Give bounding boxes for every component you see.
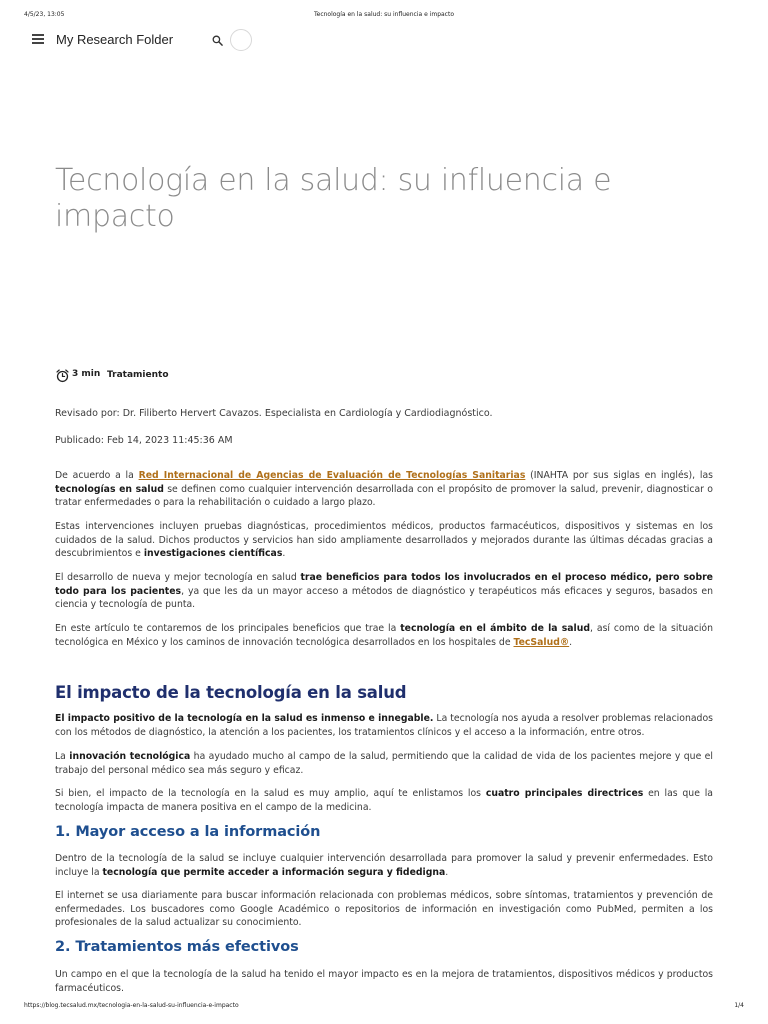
article-title: Tecnología en la salud: su influencia e impacto bbox=[55, 163, 612, 234]
paragraph-health-tech bbox=[55, 852, 713, 879]
category-tag[interactable]: Tratamiento bbox=[107, 370, 169, 380]
text: La bbox=[55, 751, 70, 762]
bold-text: cuatro principales directrices bbox=[485, 788, 644, 799]
text: ha ayudado mucho al campo de la salud, permitiendo que la calidad de vida de los pacientes mejore y que el trabajo del personal médico sea más seguro y eficaz. bbox=[55, 751, 713, 776]
text: , ya que les da un mayor acceso a métodos de diagnóstico y terapéuticos más eficaces y seguros, basados en ciencia y tecnología de punta. bbox=[55, 585, 713, 610]
paragraph-definition bbox=[55, 469, 713, 510]
read-time: 3 min bbox=[72, 369, 101, 379]
paragraph-innovation bbox=[55, 750, 713, 777]
bold-text: tecnología en el ámbito de la salud bbox=[400, 623, 591, 634]
paragraph-directives bbox=[55, 787, 713, 814]
published-date: Publicado: Feb 14, 2023 11:45:36 AM bbox=[55, 435, 233, 446]
print-date: 4/5/23, 13:05 bbox=[24, 11, 65, 18]
print-footer bbox=[24, 1002, 744, 1009]
paragraph-benefits bbox=[55, 571, 713, 612]
text: El desarrollo de nueva y mejor tecnología en salud bbox=[55, 572, 301, 583]
paragraph-interventions bbox=[55, 520, 713, 561]
text: . bbox=[569, 636, 573, 648]
bold-text: trae beneficios para todos los involucrados en el proceso médico, pero sobre todo para los pacientes bbox=[55, 572, 713, 597]
folder-title: My Research Folder bbox=[56, 32, 174, 47]
text: , así como de la situación tecnológica en México y los caminos de innovación tecnológica desarrollados en los hospitales de bbox=[55, 623, 713, 648]
text: La tecnología nos ayuda a resolver problemas relacionados con los métodos de diagnóstico, la atención a los pacientes, los tratamientos clínicos y el acceso a la información, entre otros. bbox=[55, 713, 713, 738]
search-icon[interactable] bbox=[212, 35, 223, 46]
text: Estas intervenciones incluyen pruebas diagnósticas, procedimientos médicos, productos farmacéuticos, dispositivos y sistemas en los cuidados de la salud. Dichos productos y servicios han sido ampliamente desarrollados y mejorados durante las últimas décadas gracias a descubrimientos e bbox=[55, 521, 713, 559]
subheading-information-access: 1. Mayor acceso a la información bbox=[55, 824, 321, 840]
loading-spinner bbox=[230, 29, 252, 51]
text: En este artículo te contaremos de los principales beneficios que trae la bbox=[55, 623, 401, 634]
bold-text: tecnologías en salud bbox=[55, 483, 164, 495]
print-header bbox=[24, 11, 744, 21]
paragraph-intro bbox=[55, 622, 713, 649]
bold-text: tecnología que permite acceder a información segura y fidedigna bbox=[102, 866, 446, 878]
paragraph-internet: El internet se usa diariamente para buscar información relacionada con problemas médicos, sobre síntomas, tratamientos y prevención de enfermedades. Los buscadores como Google Académico o repositorios de información en investigación como PubMed, permiten a los profesionales de la salud actualizar su conocimiento. bbox=[55, 890, 713, 928]
text: De acuerdo a la bbox=[55, 470, 139, 481]
bold-text: investigaciones científicas bbox=[143, 548, 283, 559]
page-number: 1/4 bbox=[734, 1002, 744, 1009]
subheading-treatments: 2. Tratamientos más efectivos bbox=[55, 939, 299, 955]
alarm-clock-icon bbox=[55, 368, 70, 383]
paragraph-impact bbox=[55, 712, 713, 739]
print-url: https://blog.tecsalud.mx/tecnologia-en-la-salud-su-influencia-e-impacto bbox=[24, 1002, 239, 1009]
text: en las que la tecnología impacta de manera positiva en el campo de la medicina. bbox=[55, 788, 713, 813]
text: . bbox=[282, 548, 286, 559]
menu-icon[interactable] bbox=[32, 34, 44, 44]
section-heading-impact: El impacto de la tecnología en la salud bbox=[55, 683, 407, 702]
print-document-title: Tecnología en la salud: su influencia e impacto bbox=[313, 11, 455, 18]
tecsalud-link[interactable]: TecSalud® bbox=[513, 636, 570, 648]
text: . bbox=[445, 866, 449, 878]
paragraph-treatments: Un campo en el que la tecnología de la salud ha tenido el mayor impacto es en la mejora de tratamientos, dispositivos médicos y productos farmacéuticos. bbox=[55, 969, 713, 994]
text: (INAHTA por sus siglas en inglés), las bbox=[525, 470, 713, 481]
text: Si bien, el impacto de la tecnología en la salud es muy amplio, aquí te enlistamos los bbox=[55, 788, 486, 799]
text: se definen como cualquier intervención desarrollada con el propósito de promover la salud, prevenir, diagnosticar o tratar enfermedades o para la rehabilitación o cuidado a largo plazo. bbox=[55, 483, 713, 508]
bold-text: innovación tecnológica bbox=[69, 751, 191, 762]
inahta-link[interactable]: Red Internacional de Agencias de Evaluación de Tecnologías Sanitarias bbox=[138, 470, 526, 481]
reviewed-by: Revisado por: Dr. Filiberto Hervert Cavazos. Especialista en Cardiología y Cardiodiagnóstico. bbox=[55, 408, 493, 419]
app-bar bbox=[32, 28, 262, 52]
text: Dentro de la tecnología de la salud se incluye cualquier intervención desarrollada para promover la salud y prevenir enfermedades. Esto incluye la bbox=[55, 853, 713, 878]
bold-text: El impacto positivo de la tecnología en la salud es inmenso e innegable. bbox=[55, 713, 434, 724]
